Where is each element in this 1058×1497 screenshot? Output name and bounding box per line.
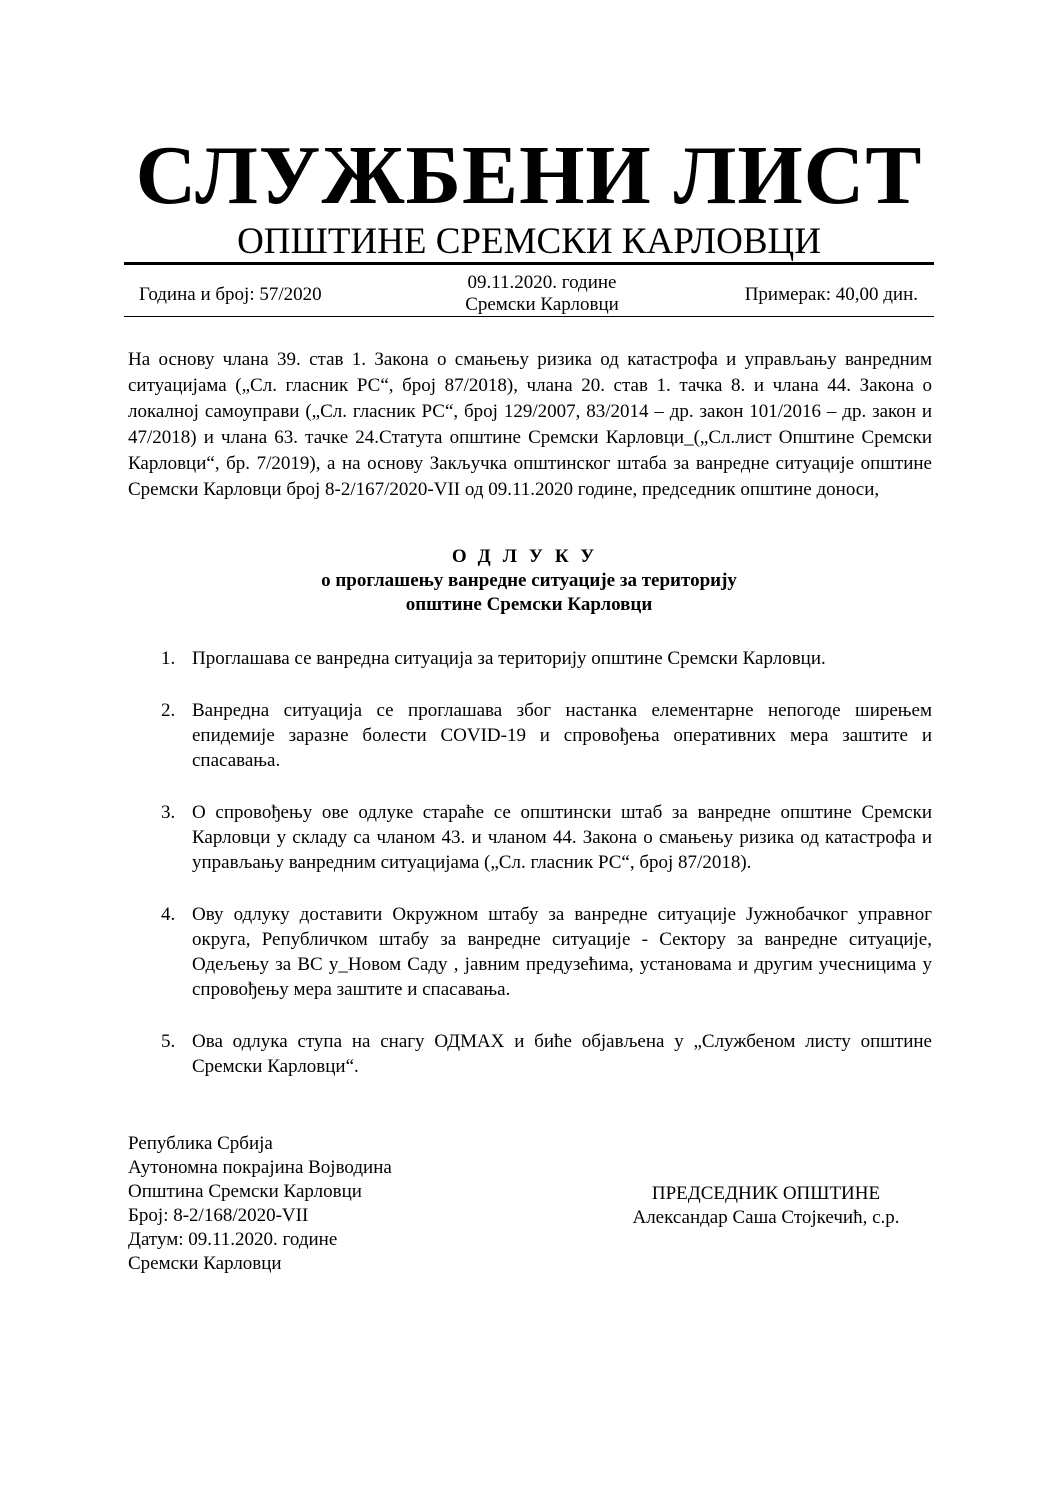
list-item — [128, 646, 932, 671]
list-item — [128, 1029, 932, 1079]
item-text: О спровођењу ове одлуке стараће се општински штаб за ванредне општине Сремски Карловци у складу са чланом 43. и чланом 44. Закона о смањењу ризика од катастрофа и управљању ванредним ситуацијама („Сл. гласник РС“, број 87/2018). — [192, 802, 932, 873]
decision-subject-line-1: о проглашењу ванредне ситуације за територију — [321, 570, 737, 591]
item-number: 4. — [161, 904, 176, 925]
issuer-municipality: Општина Сремски Карловци — [128, 1181, 362, 1202]
list-item — [128, 902, 932, 1002]
gazette-subtitle: ОПШТИНЕ СРЕМСКИ КАРЛОВЦИ — [237, 221, 821, 262]
issuer-province: Аутономна покрајина Војводина — [128, 1157, 392, 1178]
preamble-paragraph: На основу члана 39. став 1. Закона о смањењу ризика од катастрофа и управљању ванредним ситуацијама („Сл. гласник РС“, број 87/2018), члана 20. став 1. тачка 8. и члана 44. Закона о локалној самоуправи („Сл. гласник РС“, број 129/2007, 83/2014 – др. закон 101/2016 – др. закон и 47/2018) и члана 63. тачке 24.Статута општине Сремски Карловци_(„Сл.лист Општине Сремски Карловци“, бр. 7/2019), а на основу Закључка општинског штаба за ванредне ситуације општине Сремски Карловци број 8-2/167/2020-VII од 09.11.2020 године, председник општине доноси, — [128, 349, 932, 500]
item-number: 3. — [161, 802, 176, 823]
item-number: 1. — [161, 648, 176, 669]
item-number: 2. — [161, 700, 176, 721]
item-text: Ову одлуку доставити Окружном штабу за ванредне ситуације Јужнобачког управног округа, Републичком штабу за ванредне ситуације - Сектору за ванредне ситуације, Одељењу за ВС у_Новом Саду , јавним предузећима, установама и другим учесницима у спровођењу мера заштите и спасавања. — [192, 904, 932, 1000]
item-text: Ванредна ситуација се проглашава због настанка елементарне непогоде ширењем епидемије заразне болести COVID-19 и спровођења оперативних мера заштите и спасавања. — [192, 700, 932, 771]
item-text: Ова одлука ступа на снагу ОДМАХ и биће објављена у „Службеном листу општине Сремски Карловци“. — [192, 1031, 932, 1077]
document-number: Број: 8-2/168/2020-VII — [128, 1205, 309, 1226]
decision-items — [128, 646, 932, 1079]
item-number: 5. — [161, 1031, 176, 1052]
signatory-name: Александар Саша Стојкечић, с.р. — [632, 1207, 900, 1228]
header-rule-bottom — [124, 316, 934, 317]
issuer-country: Република Србија — [128, 1133, 273, 1154]
decision-subject-line-2: општине Сремски Карловци — [405, 594, 653, 615]
header-rule-top — [124, 262, 934, 265]
issuer-block — [128, 1132, 392, 1276]
issue-date: 09.11.2020. године — [467, 272, 617, 293]
item-text: Проглашава се ванредна ситуација за територију општине Сремски Карловци. — [192, 648, 826, 669]
decision-heading-block — [0, 545, 1058, 617]
signatory-title: ПРЕДСЕДНИК ОПШТИНЕ — [651, 1183, 881, 1204]
issue-price: Примерак: 40,00 дин. — [744, 284, 918, 305]
signatory-block — [600, 1182, 932, 1230]
issue-date-place — [440, 272, 644, 316]
decision-heading: ОДЛУКУ — [451, 546, 607, 567]
issue-place: Сремски Карловци — [465, 294, 619, 315]
issue-number: Година и број: 57/2020 — [139, 284, 322, 305]
document-date: Датум: 09.11.2020. године — [128, 1229, 338, 1250]
list-item — [128, 698, 932, 773]
list-item — [128, 800, 932, 875]
gazette-title: СЛУЖБЕНИ ЛИСТ — [135, 129, 923, 222]
document-place: Сремски Карловци — [128, 1253, 282, 1274]
